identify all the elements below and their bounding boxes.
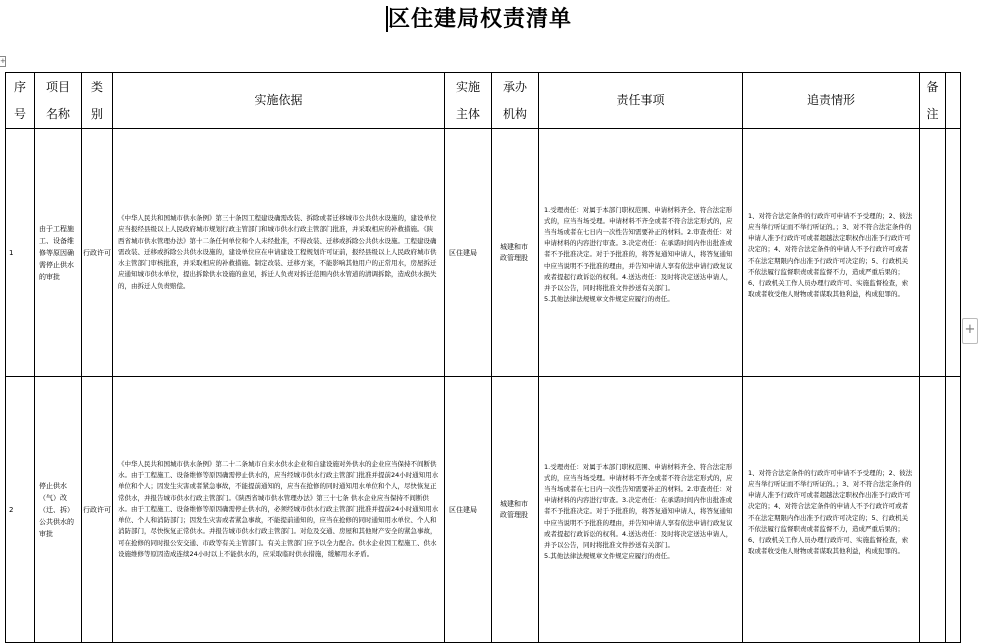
header-accountability: 追责情形: [743, 73, 920, 129]
table-move-handle[interactable]: +: [0, 57, 6, 65]
table-header-row: [6, 73, 961, 129]
header-type: [82, 73, 113, 129]
duty-paragraph: 5.其他法律法规规章文件规定应履行的责任。: [544, 552, 674, 561]
row-type[interactable]: 行政许可: [82, 129, 113, 377]
header-subject: [445, 73, 492, 129]
row-extra-cell[interactable]: [946, 377, 961, 643]
header-index-line-1: 序: [13, 79, 26, 94]
header-extra-empty: [946, 73, 961, 129]
table-row: [6, 377, 961, 643]
row-duty[interactable]: [539, 377, 743, 643]
header-index-line-2: 号: [13, 106, 26, 121]
header-index: [6, 73, 35, 129]
header-note: [920, 73, 946, 129]
row-duty[interactable]: [539, 129, 743, 377]
row-accountability[interactable]: 1、对符合法定条件的行政许可申请不予受理的；2、彼法应当举行听证而不举行听证的。；3、对不符合法定条件的申请人准予行政许可或者超越法定职权作出准予行政许可决定的；4、对符合法定条件的申请人不予行政许可或者不在法定期限内作出准予行政许可决定的；5、行政机关不依法履行监督职责或者监督不力，造成严重后果的；6、行政机关工作人员办理行政许可、实施监督检查，索取或者收受他人财物或者谋取其他利益，构成犯罪的。: [743, 377, 920, 643]
row-index[interactable]: 1: [6, 129, 35, 377]
row-item-name[interactable]: 由于工程施工、设备维修等原因确需停止供水的审批: [35, 129, 82, 377]
header-org: [492, 73, 539, 129]
duty-paragraph: 1.受理责任：对属于本部门职权范围、申请材料齐全、符合法定形式的，应当当场受理。申请材料不齐全或者不符合法定形式的，应当当场或者在七日内一次性告知需要补正的材料。2.审查责任：对申请材料的内容进行审查。3.决定责任：在承诺时间内作出批准或者不予批准决定。对于予批准的，将答复通知申请人，将答复通知中应当说明不予批准的理由，并告知申请人享有依法申请行政复议或者提起行政诉讼的权利。4.送达责任：及时将决定送达申请人，并予以公告，同时将批准文件抄送有关部门。: [544, 205, 733, 292]
row-basis[interactable]: 《中华人民共和国城市供水条例》第二十二条城市自来水供水企业和自建设施对外供水的企业应当保持不间断供水。由于工程施工、设备维修等原因确需停止供水的，应当经城市供水行政主管部门批准并提前24小时通知用水单位和个人；因发生灾害或者紧急事故，不能提前通知的，应当在抢修的同时通知用水单位和个人，尽快恢复正常供水，并报告城市供水行政主管部门。《陕西省城市供水管理办法》第三十七条 供水企业应当保持不间断供水。由于工程施工、设备维修等原因确需停止供水的，必须经城市供水行政主管部门批准并提前24小时通知用水单位、个人和消防部门；因发生灾害或者紧急事故，不能提前通知的，应当在抢修的同时通知用水单位、个人和消防部门，尽快恢复正常供水。并报告城市供水行政主管部门。对危及交通、房屋和其他财产安全的紧急事故，可在抢修的同时报公安交通、市政等有关主管部门。有关主管部门应予以全力配合。供水企业因工程施工、供水设施维修等原因造成连续24小时以上不能供水的，应采取临时供水措施，缓解用水矛盾。: [113, 377, 445, 643]
row-note[interactable]: [920, 377, 946, 643]
row-item-name[interactable]: 停止供水（气）改（迁、拆）公共供水的审批: [35, 377, 82, 643]
row-org[interactable]: 城建和市政管理股: [492, 129, 539, 377]
row-subject[interactable]: 区住建局: [445, 129, 492, 377]
row-subject[interactable]: 区住建局: [445, 377, 492, 643]
header-name: [35, 73, 82, 129]
header-type-line-2: 别: [90, 106, 103, 121]
header-org-line-2: 机构: [502, 106, 527, 121]
row-basis[interactable]: 《中华人民共和国城市供水条例》第三十条因工程建设确需改装、拆除或者迁移城市公共供水设施的，建设单位应当报经县级以上人民政府城市规划行政主管部门和城市供水行政主管部门批准，并采取相应的补救措施。《陕西省城市供水管理办法》第十二条任何单位和个人未经批准，不得改装、迁移或拆除公共供水设施。工程建设确需改装、迁移或拆除公共供水设施的，建设单位应在申请建设工程规划许可证前，报经县级以上人民政府城市供水主管部门审核批准，并采取相应的补救措施。制定改装、迁移方案，不能影响其他用户的正常用水，房屋拆迁应通知城市供水单位，提出拆除供水设施的意见，拆迁人负责对拆迁范围内供水管道的清调拆除，造成供水损失的，由拆迁人负责赔偿。: [113, 129, 445, 377]
document-title: 区住建局权责清单: [388, 6, 573, 32]
header-note-line-1: 备: [926, 79, 939, 94]
table-row: [6, 129, 961, 377]
duty-paragraph: 5.其他法律法规规章文件规定应履行的责任。: [544, 295, 674, 304]
row-type[interactable]: 行政许可: [82, 377, 113, 643]
header-type-line-1: 类: [90, 79, 103, 94]
responsibility-table: [5, 72, 961, 643]
header-basis: 实施依据: [113, 73, 445, 129]
duty-paragraph: 1.受理责任：对属于本部门职权范围、申请材料齐全、符合法定形式的，应当当场受理。申请材料不齐全或者不符合法定形式的，应当当场或者在七日内一次性告知需要补正的材料。2.审查责任：对申请材料的内容进行审查。3.决定责任：在承诺时间内作出批准或者不予批准决定。对于予批准的，将答复通知申请人，将答复通知中应当说明不予批准的理由，并告知申请人享有依法申请行政复议或者提起行政诉讼的权利。4.送达责任：及时将决定送达申请人，并予以公告，同时将批准文件抄送有关部门。: [544, 462, 733, 549]
row-org[interactable]: 城建和市政管理股: [492, 377, 539, 643]
add-column-button[interactable]: +: [962, 318, 978, 344]
row-accountability[interactable]: 1、对符合法定条件的行政许可申请不予受理的；2、彼法应当举行听证而不举行听证的。；3、对不符合法定条件的申请人准予行政许可或者超越法定职权作出准予行政许可决定的；4、对符合法定条件的申请人不予行政许可或者不在法定期限内作出准予行政许可决定的；5、行政机关不依法履行监督职责或者监督不力，造成严重后果的；6、行政机关工作人员办理行政许可、实施监督检查，索取或者收受他人财物或者谋取其他利益，构成犯罪的。: [743, 129, 920, 377]
header-name-line-1: 项目: [45, 79, 70, 94]
header-org-line-1: 承办: [502, 79, 527, 94]
header-duty: 责任事项: [539, 73, 743, 129]
header-name-line-2: 名称: [45, 106, 70, 121]
header-subject-line-1: 实施: [455, 79, 480, 94]
row-extra-cell[interactable]: [946, 129, 961, 377]
row-note[interactable]: [920, 129, 946, 377]
header-note-line-2: 注: [926, 106, 939, 121]
header-subject-line-2: 主体: [455, 106, 480, 121]
row-index[interactable]: 2: [6, 377, 35, 643]
